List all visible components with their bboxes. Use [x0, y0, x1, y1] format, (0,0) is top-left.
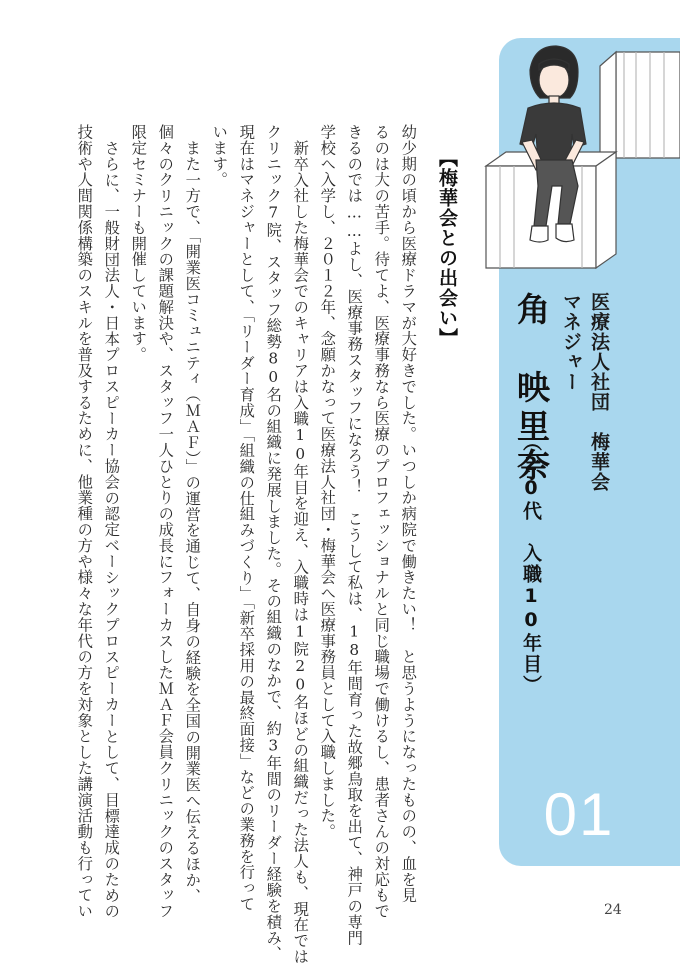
- body-line: きるのでは……よし、医療事務スタッフになろう！ こうして私は、18年間育った故郷鳥取を出て、神戸の専門: [345, 124, 364, 946]
- illustration-woman-on-boxes: [466, 36, 680, 286]
- body-line: さらに、一般財団法人・日本プロスピーカー協会の認定ベーシックプロスピーカーとして、目標達成のための: [102, 140, 121, 920]
- body-line: 技術や人間関係構築のスキルを普及するために、他業種の方や様々な年代の方を対象とした講演活動も行ってい: [75, 124, 94, 919]
- body-line: また一方で、「開業医コミュニティ（ＭＡＦ）」の運営を通じて、自身の経験を全国の開業医へ伝えるほか、: [183, 140, 202, 904]
- section-heading: 【梅華会との出会い】: [436, 148, 458, 348]
- role-label: マネジャー: [560, 292, 582, 392]
- body-line: クリニック7院、スタッフ総勢80名の組織に発展しました。その組織のなかで、約3年間のリーダー経験を積み、: [264, 124, 283, 962]
- body-line: 新卒入社した梅華会でのキャリアは入職10年目を迎え、入職時は1院20名ほどの組織だった法人も、現在では: [291, 140, 310, 965]
- person-name: 角 映里奈: [512, 292, 551, 487]
- chapter-number: 01: [543, 781, 615, 848]
- body-line: るのは大の苦手。待てよ、医療事務なら医療のプロフェッショナルと同じ職場で働けるし、患者さんの対応もで: [372, 124, 391, 919]
- body-line: 限定セミナーも開催しています。: [129, 124, 148, 363]
- person-meta: （20代 入職10年目）: [520, 432, 542, 696]
- body-line: います。: [210, 124, 229, 188]
- page-number: 24: [604, 902, 622, 918]
- body-line: 幼少期の頃から医療ドラマが大好きでした。いつしか病院で働きたい！ と思うようになったものの、血を見: [399, 124, 418, 904]
- body-line: 現在はマネジャーとして、「リーダー育成」「組織の仕組みづくり」「新卒採用の最終面接」などの業務を行って: [237, 124, 256, 912]
- organization-label: 医療法人社団 梅華会: [588, 292, 610, 492]
- body-line: 学校へ入学し、２０１２年、念願かなって医療法人社団・梅華会へ医療事務員として入職しました。: [318, 124, 337, 840]
- body-line: 個々のクリニックの課題解決や、スタッフ一人ひとりの成長にフォーカスしたＭＡＦ会員クリニックのスタッフ: [156, 124, 175, 919]
